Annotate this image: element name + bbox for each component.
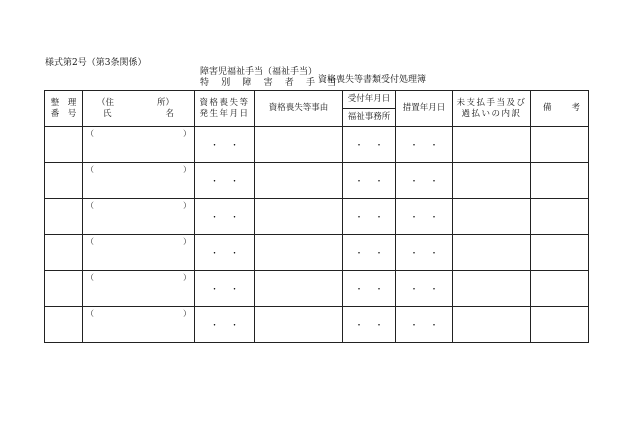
- reason-cell[interactable]: [255, 271, 343, 307]
- header-unpaid-line1: 未支払手当及び: [456, 97, 527, 108]
- date-dot: ・: [429, 176, 439, 187]
- header-measure-date: 措置年月日: [396, 91, 453, 127]
- date-dot: ・: [210, 248, 219, 259]
- date-dot: ・: [354, 212, 364, 223]
- occurrence-date-cell[interactable]: [195, 127, 255, 163]
- table-row: [45, 307, 589, 343]
- paren-close: ）: [183, 237, 191, 246]
- reason-cell[interactable]: [255, 127, 343, 163]
- date-dot: ・: [230, 140, 239, 151]
- table-row: [45, 235, 589, 271]
- header-reason: 資格喪失等事由: [255, 91, 343, 127]
- date-dot: ・: [210, 176, 219, 187]
- header-seiri-line2: 番 号: [50, 108, 77, 119]
- reason-cell[interactable]: [255, 307, 343, 343]
- form-number-label: 様式第2号（第3条関係）: [45, 58, 147, 68]
- remarks-cell[interactable]: [531, 271, 589, 307]
- date-dot: ・: [374, 248, 384, 259]
- date-dot: ・: [374, 320, 384, 331]
- occurrence-date-cell[interactable]: [195, 199, 255, 235]
- date-dot: ・: [230, 212, 239, 223]
- date-dot: ・: [230, 320, 239, 331]
- header-remarks-b: 考: [571, 103, 580, 113]
- date-dot: ・: [429, 284, 439, 295]
- remarks-cell[interactable]: [531, 307, 589, 343]
- paren-close: ）: [183, 165, 191, 174]
- paren-close: ）: [183, 129, 191, 138]
- remarks-cell[interactable]: [531, 199, 589, 235]
- table-row: [45, 163, 589, 199]
- date-dot: ・: [354, 320, 364, 331]
- paren-close: ）: [183, 309, 191, 318]
- seiri-number-cell[interactable]: [45, 235, 83, 271]
- date-dot: ・: [354, 248, 364, 259]
- unpaid-cell[interactable]: [453, 307, 531, 343]
- received-date-cell[interactable]: [343, 307, 396, 343]
- occurrence-date-cell[interactable]: [195, 235, 255, 271]
- unpaid-cell[interactable]: [453, 235, 531, 271]
- header-address-name: [83, 91, 195, 127]
- date-dot: ・: [429, 140, 439, 151]
- seiri-number-cell[interactable]: [45, 127, 83, 163]
- measure-date-cell[interactable]: [396, 271, 453, 307]
- received-date-cell[interactable]: [343, 163, 396, 199]
- header-seiri-bangou: [45, 91, 83, 127]
- date-dot: ・: [210, 320, 219, 331]
- document-title-suffix: 資格喪失等書類受付処理簿: [318, 75, 427, 85]
- header-name-mei: 名: [165, 108, 174, 119]
- unpaid-cell[interactable]: [453, 163, 531, 199]
- header-received-date: 受付年月日: [343, 91, 396, 109]
- date-dot: ・: [429, 212, 439, 223]
- paren-close: ）: [183, 273, 191, 282]
- date-dot: ・: [230, 248, 239, 259]
- measure-date-cell[interactable]: [396, 235, 453, 271]
- reason-cell[interactable]: [255, 235, 343, 271]
- occurrence-date-cell[interactable]: [195, 163, 255, 199]
- title-line-1: 障害児福祉手当（福祉手当）: [200, 67, 318, 77]
- address-name-cell[interactable]: [83, 271, 195, 307]
- header-remarks: [531, 91, 589, 127]
- received-date-cell[interactable]: [343, 127, 396, 163]
- paren-open: （: [86, 273, 94, 282]
- header-address-open: （住: [97, 97, 115, 108]
- address-name-cell[interactable]: [83, 307, 195, 343]
- header-unpaid-overpaid: [453, 91, 531, 127]
- date-dot: ・: [374, 140, 384, 151]
- paren-open: （: [86, 129, 94, 138]
- date-dot: ・: [210, 212, 219, 223]
- unpaid-cell[interactable]: [453, 271, 531, 307]
- header-seiri-line1: 整 理: [50, 97, 77, 108]
- reason-cell[interactable]: [255, 163, 343, 199]
- table-row: [45, 127, 589, 163]
- measure-date-cell[interactable]: [396, 199, 453, 235]
- remarks-cell[interactable]: [531, 127, 589, 163]
- measure-date-cell[interactable]: [396, 307, 453, 343]
- seiri-number-cell[interactable]: [45, 163, 83, 199]
- header-address-close: 所）: [156, 97, 174, 108]
- header-unpaid-line2: 過払いの内訳: [461, 108, 522, 119]
- date-dot: ・: [409, 176, 419, 187]
- date-dot: ・: [210, 140, 219, 151]
- date-dot: ・: [354, 176, 364, 187]
- date-dot: ・: [230, 284, 239, 295]
- date-dot: ・: [409, 320, 419, 331]
- title-line-2: 特 別 障 害 者 手 当: [200, 78, 338, 88]
- seiri-number-cell[interactable]: [45, 199, 83, 235]
- date-dot: ・: [210, 284, 219, 295]
- remarks-cell[interactable]: [531, 163, 589, 199]
- unpaid-cell[interactable]: [453, 199, 531, 235]
- ledger-body: [45, 127, 589, 343]
- received-date-cell[interactable]: [343, 235, 396, 271]
- date-dot: ・: [409, 212, 419, 223]
- paren-open: （: [86, 237, 94, 246]
- seiri-number-cell[interactable]: [45, 271, 83, 307]
- seiri-number-cell[interactable]: [45, 307, 83, 343]
- date-dot: ・: [230, 176, 239, 187]
- paren-close: ）: [183, 201, 191, 210]
- received-date-cell[interactable]: [343, 199, 396, 235]
- date-dot: ・: [409, 248, 419, 259]
- measure-date-cell[interactable]: [396, 127, 453, 163]
- header-welfare-office: 福祉事務所: [343, 109, 396, 127]
- date-dot: ・: [354, 140, 364, 151]
- occurrence-date-cell[interactable]: [195, 271, 255, 307]
- measure-date-cell[interactable]: [396, 163, 453, 199]
- header-name-shi: 氏: [103, 108, 112, 119]
- occurrence-date-cell[interactable]: [195, 307, 255, 343]
- paren-open: （: [86, 165, 94, 174]
- date-dot: ・: [409, 284, 419, 295]
- paren-open: （: [86, 201, 94, 210]
- address-name-cell[interactable]: [83, 235, 195, 271]
- header-date-line2: 発生年月日: [199, 108, 250, 119]
- ledger-table: [44, 90, 589, 343]
- date-dot: ・: [374, 176, 384, 187]
- header-date-line1: 資格喪失等: [199, 97, 250, 108]
- date-dot: ・: [429, 320, 439, 331]
- header-remarks-a: 備: [543, 103, 552, 113]
- header-occurrence-date: [195, 91, 255, 127]
- date-dot: ・: [429, 248, 439, 259]
- table-row: [45, 271, 589, 307]
- received-date-cell[interactable]: [343, 271, 396, 307]
- address-name-cell[interactable]: [83, 163, 195, 199]
- address-name-cell[interactable]: [83, 199, 195, 235]
- date-dot: ・: [374, 212, 384, 223]
- reason-cell[interactable]: [255, 199, 343, 235]
- paren-open: （: [86, 309, 94, 318]
- remarks-cell[interactable]: [531, 235, 589, 271]
- address-name-cell[interactable]: [83, 127, 195, 163]
- date-dot: ・: [409, 140, 419, 151]
- table-row: [45, 199, 589, 235]
- date-dot: ・: [354, 284, 364, 295]
- date-dot: ・: [374, 284, 384, 295]
- unpaid-cell[interactable]: [453, 127, 531, 163]
